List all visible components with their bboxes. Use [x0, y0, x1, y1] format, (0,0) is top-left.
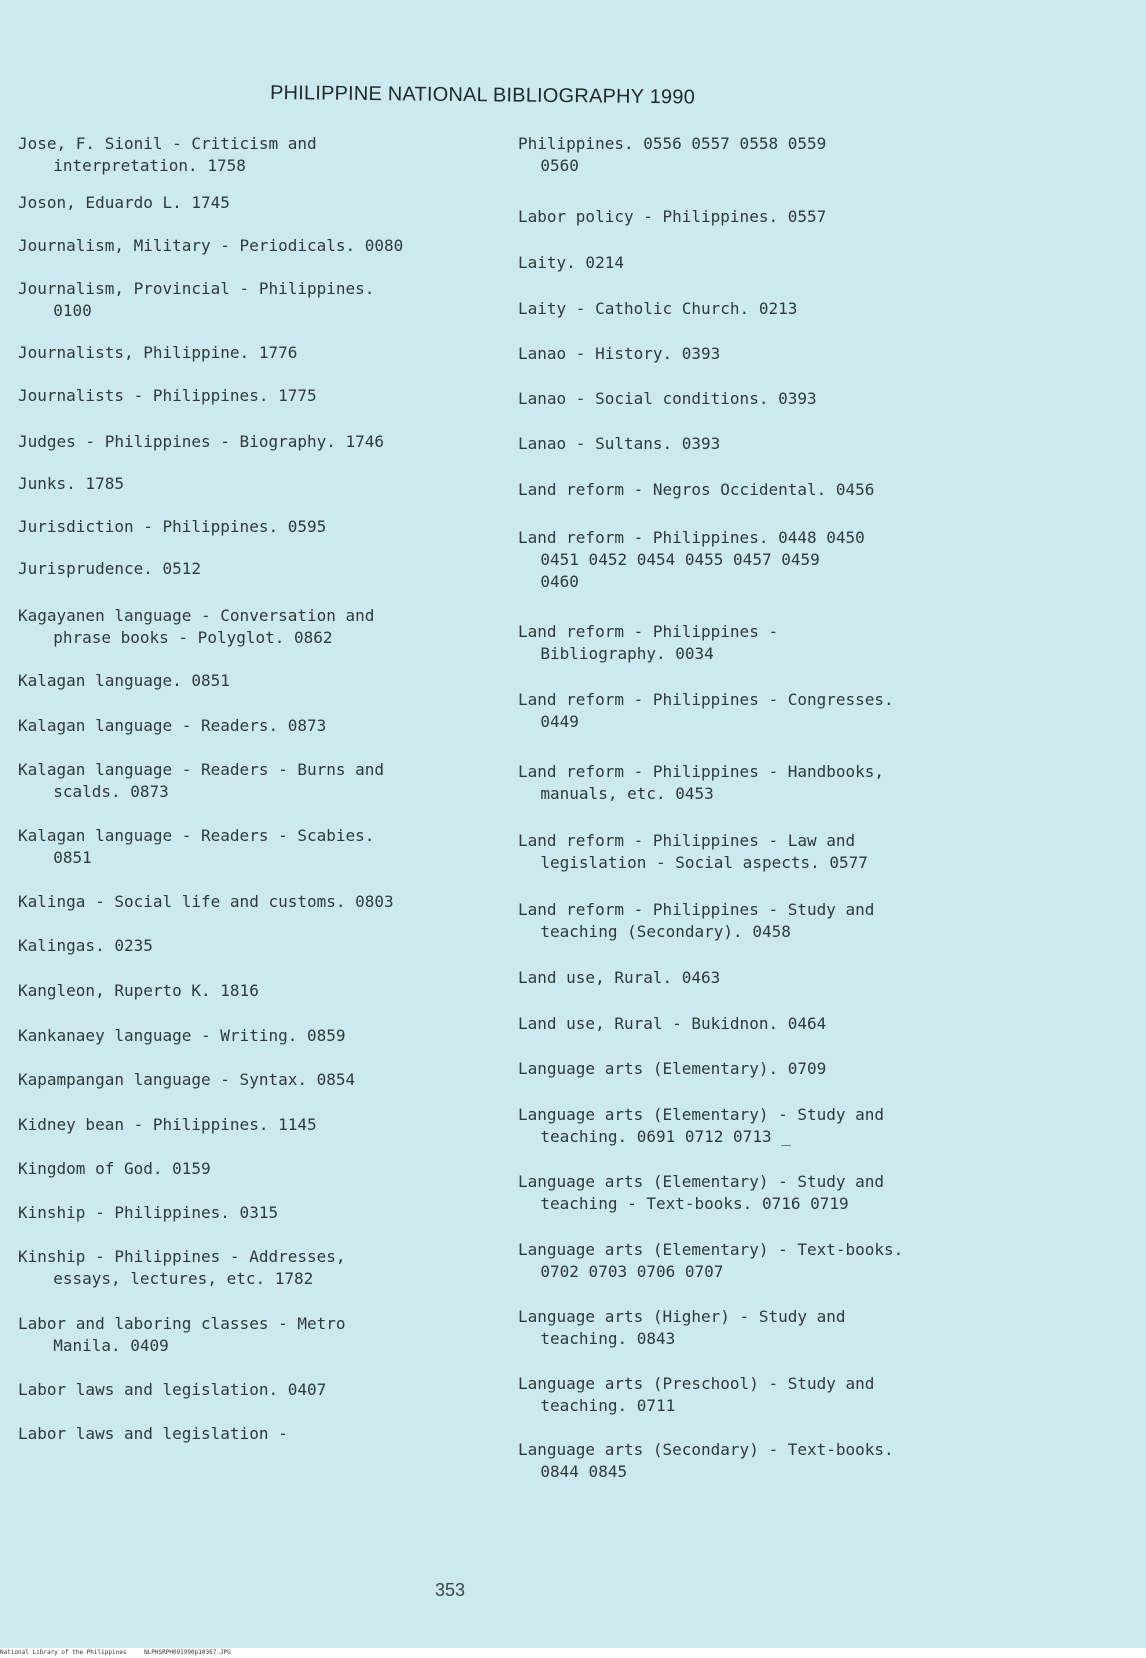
index-entry: Language arts (Elementary) - Study and teaching. 0691 0712 0713 _: [518, 1105, 885, 1146]
index-entry: Kankanaey language - Writing. 0859: [18, 1026, 346, 1045]
page-number: 353: [435, 1580, 466, 1600]
page-title: PHILIPPINE NATIONAL BIBLIOGRAPHY 1990: [269, 82, 696, 109]
index-entry: Labor policy - Philippines. 0557: [518, 207, 827, 226]
index-entry: Language arts (Higher) - Study and teaching. 0843: [518, 1307, 846, 1348]
index-entry: Kangleon, Ruperto K. 1816: [18, 981, 259, 1000]
index-entry: Land reform - Philippines - Handbooks, manuals, etc. 0453: [518, 762, 885, 803]
index-entry: Jose, F. Sionil - Criticism and interpretation. 1758: [18, 134, 317, 175]
index-entry: Language arts (Elementary) - Study and teaching - Text-books. 0716 0719: [518, 1172, 885, 1213]
index-entry: Laity - Catholic Church. 0213: [518, 299, 798, 318]
index-entry: Language arts (Elementary) - Text-books. 0702 0703 0706 0707: [518, 1240, 904, 1281]
index-entry: Kalingas. 0235: [18, 936, 153, 955]
index-entry: Journalists - Philippines. 1775: [18, 386, 317, 405]
index-entry: Lanao - History. 0393: [518, 344, 721, 363]
index-entry: Philippines. 0556 0557 0558 0559 0560: [518, 134, 827, 175]
index-entry: Kapampangan language - Syntax. 0854: [18, 1070, 356, 1089]
index-entry: Labor and laboring classes - Metro Manila. 0409: [18, 1314, 346, 1355]
index-entry: Language arts (Elementary). 0709: [518, 1059, 827, 1078]
index-entry: Journalism, Military - Periodicals. 0080: [18, 236, 404, 255]
index-entry: Laity. 0214: [518, 253, 624, 272]
index-entry: Lanao - Sultans. 0393: [518, 434, 721, 453]
index-entry: Kalagan language - Readers - Scabies. 0851: [18, 826, 375, 867]
index-entry: Jurisdiction - Philippines. 0595: [18, 517, 327, 536]
index-entry: Land reform - Philippines. 0448 0450 0451 0452 0454 0455 0457 0459 0460: [518, 528, 865, 591]
index-entry: Kinship - Philippines - Addresses, essays, lectures, etc. 1782: [18, 1247, 346, 1288]
index-entry: Land use, Rural - Bukidnon. 0464: [518, 1014, 827, 1033]
scan-footer: [0, 1648, 1146, 1658]
index-entry: Language arts (Preschool) - Study and teaching. 0711: [518, 1374, 875, 1415]
index-entry: Kalinga - Social life and customs. 0803: [18, 892, 394, 911]
index-entry: Joson, Eduardo L. 1745: [18, 193, 230, 212]
index-entry: Jurisprudence. 0512: [18, 559, 202, 578]
index-entry: Journalists, Philippine. 1776: [18, 343, 298, 362]
index-entry: Lanao - Social conditions. 0393: [518, 389, 817, 408]
index-entry: Language arts (Secondary) - Text-books. 0844 0845: [518, 1440, 894, 1481]
index-entry: Kagayanen language - Conversation and phrase books - Polyglot. 0862: [18, 606, 375, 647]
index-entry: Kalagan language. 0851: [18, 671, 230, 690]
index-entry: Junks. 1785: [18, 474, 124, 493]
index-entry: Kinship - Philippines. 0315: [18, 1203, 279, 1222]
index-entry: Land reform - Philippines - Congresses. 0449: [518, 690, 894, 731]
index-entry: Kidney bean - Philippines. 1145: [18, 1115, 317, 1134]
index-entry: Journalism, Provincial - Philippines. 0100: [18, 279, 375, 320]
footer-library: National Library of the Philippines: [0, 1649, 127, 1656]
footer-file: NLPHSRPH091990p10367.JPG: [144, 1649, 231, 1656]
index-entry: Land reform - Philippines - Study and teaching (Secondary). 0458: [518, 900, 875, 941]
index-entry: Land reform - Negros Occidental. 0456: [518, 480, 875, 499]
index-entry: Kingdom of God. 0159: [18, 1159, 211, 1178]
index-entry: Land use, Rural. 0463: [518, 968, 721, 987]
index-entry: Judges - Philippines - Biography. 1746: [18, 432, 385, 451]
index-entry: Land reform - Philippines - Bibliography. 0034: [518, 622, 779, 663]
index-entry: Kalagan language - Readers. 0873: [18, 716, 327, 735]
index-entry: Land reform - Philippines - Law and legislation - Social aspects. 0577: [518, 831, 868, 872]
index-entry: Labor laws and legislation. 0407: [18, 1380, 327, 1399]
index-entry: Labor laws and legislation -: [18, 1424, 288, 1443]
index-entry: Kalagan language - Readers - Burns and scalds. 0873: [18, 760, 385, 801]
